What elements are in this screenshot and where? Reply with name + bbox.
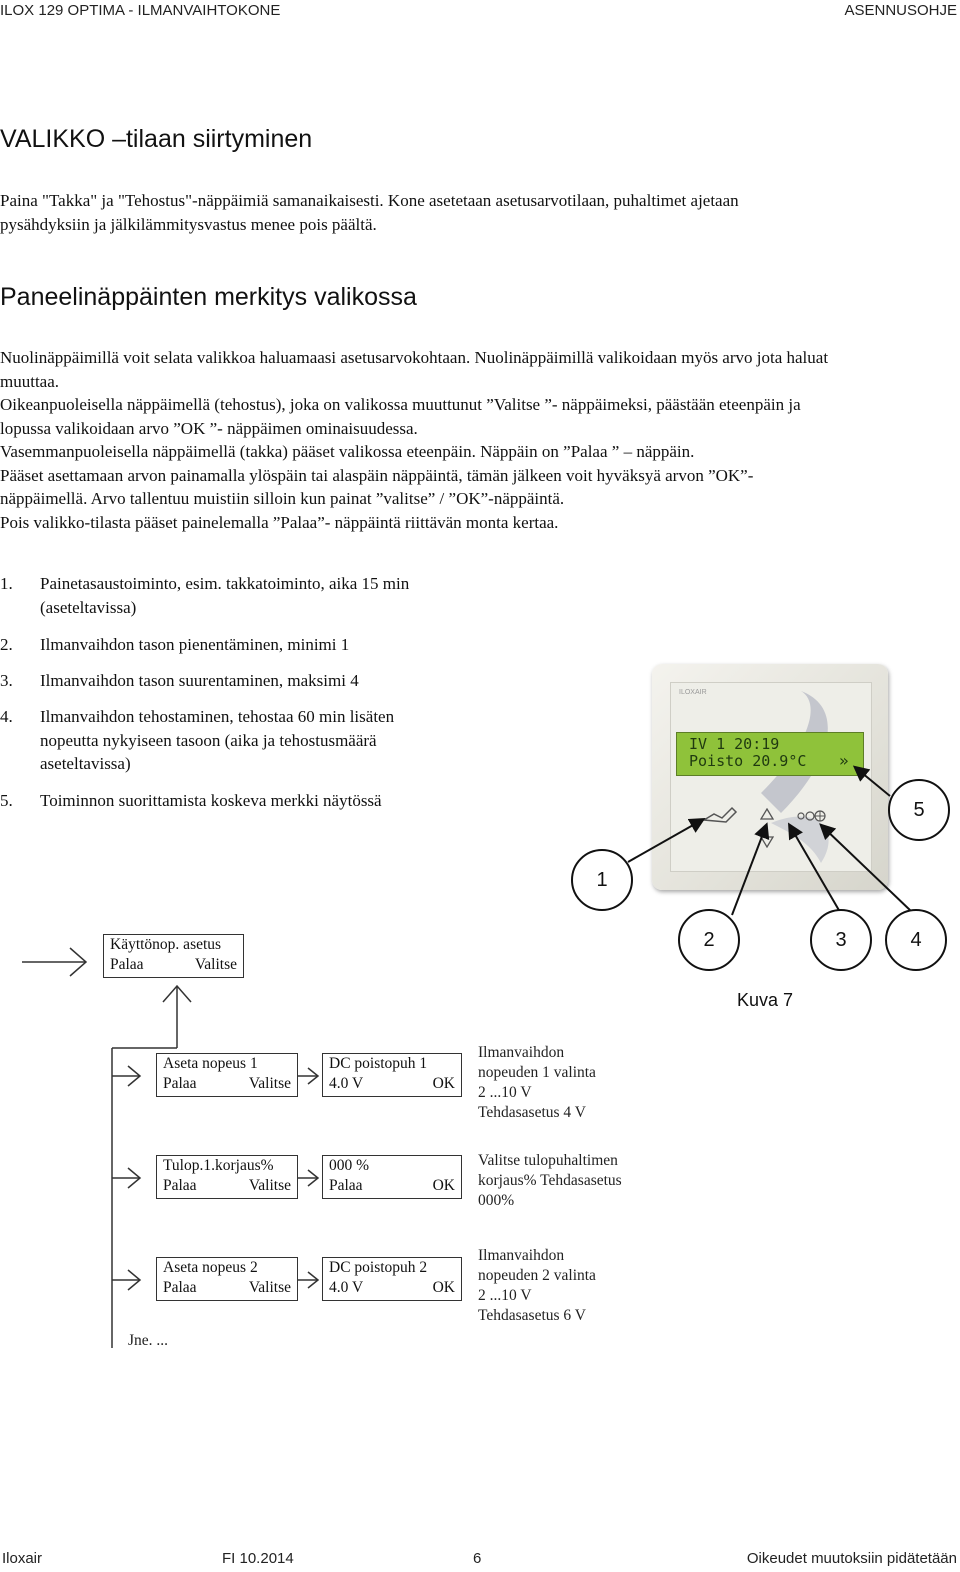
legend-line: nopeutta nykyiseen tasoon (aika ja tehostusmäärä	[40, 730, 377, 750]
callout-1: 1	[571, 849, 633, 911]
menu-note-line: nopeuden 2 valinta	[478, 1267, 596, 1284]
legend-line: (aseteltavissa)	[40, 597, 137, 617]
callout-5: 5	[888, 779, 950, 841]
section-title-valikko: VALIKKO –tilaan siirtyminen	[0, 125, 313, 153]
menu-box-right-key: Valitse	[248, 1279, 291, 1296]
value-box	[322, 1257, 462, 1301]
menu-etc: Jne. ...	[128, 1332, 169, 1349]
menu-note	[478, 1043, 596, 1123]
section2-line: Pois valikko-tilasta pääset painelemalla ”Palaa”- näppäintä riittävän monta kertaa.	[0, 512, 559, 532]
menu-box	[156, 1053, 298, 1097]
value-box	[322, 1155, 462, 1199]
footer-date: FI 10.2014	[222, 1550, 294, 1567]
menu-box	[156, 1155, 298, 1199]
legend-number: 5.	[0, 791, 13, 810]
callout-3: 3	[810, 909, 872, 971]
menu-note-line: Ilmanvaihdon	[478, 1247, 565, 1264]
callout-line-2	[732, 826, 766, 915]
callout-line-4	[822, 826, 912, 912]
callout-2: 2	[678, 909, 740, 971]
value-box-right: OK	[432, 1075, 455, 1092]
menu-box-left-key: Palaa	[163, 1279, 197, 1296]
section2-line: Vasemmanpuoleisella näppäimellä (takka) pääset valikossa eteenpäin. Näppäin on ”Palaa ” – näppäin.	[0, 442, 695, 461]
menu-note	[478, 1246, 596, 1326]
legend-number: 2.	[0, 635, 13, 654]
menu-box-main	[103, 934, 244, 978]
section2-line: lopussa valikoidaan arvo ”OK ”- näppäimen ominaisuudessa.	[0, 418, 418, 438]
menu-box-left-key: Palaa	[163, 1075, 197, 1092]
menu-note-line: Tehdasasetus 4 V	[478, 1104, 586, 1121]
section2-line: näppäimellä. Arvo tallentuu muistiin silloin kun painat ”valitse” / ”OK”-näppäintä.	[0, 489, 565, 508]
panel-brand-label: ILOXAIR	[679, 689, 707, 696]
callout-line-3	[790, 826, 840, 912]
section2-line: Oikeanpuoleisella näppäimellä (tehostus), joka on valikossa muuttunut ”Valitse ”- näppäimeksi, päästään eteenpäin ja	[0, 395, 801, 414]
section2-line: Pääset asettamaan arvon painamalla ylöspäin tai alaspäin näppäintä, tämän jälkeen voit hyväksyä arvon ”OK”-	[0, 465, 754, 485]
value-box-title: DC poistopuh 1	[329, 1055, 428, 1072]
legend-number: 4.	[0, 707, 13, 726]
menu-note-line: 2 ...10 V	[478, 1287, 532, 1304]
menu-box-left-key: Palaa	[163, 1177, 197, 1194]
callout-line-5	[856, 768, 890, 796]
header-title: ILOX 129 OPTIMA - ILMANVAIHTOKONE	[0, 2, 281, 19]
section1-line: Paina "Takka" ja "Tehostus"-näppäimiä samanaikaisesti. Kone asetetaan asetusarvotilaan, puhaltimet ajetaan	[0, 191, 739, 210]
value-box-left: Palaa	[329, 1177, 363, 1194]
footer-company: Iloxair	[2, 1550, 43, 1567]
value-box-title: DC poistopuh 2	[329, 1259, 428, 1276]
legend-line: aseteltavissa)	[40, 754, 131, 773]
menu-box-left-key: Palaa	[110, 956, 144, 973]
value-box	[322, 1053, 462, 1097]
legend-line: Painetasaustoiminto, esim. takkatoiminto, aika 15 min	[40, 574, 410, 593]
lcd-line-1: IV 1 20:19	[689, 735, 780, 753]
section-title-paneelinappaimet: Paneelinäppäinten merkitys valikossa	[0, 283, 417, 311]
menu-box	[156, 1257, 298, 1301]
menu-box-title: Aseta nopeus 1	[163, 1055, 258, 1072]
section1-line: pysähdyksiin ja jälkilämmitysvastus menee pois päältä.	[0, 214, 377, 234]
legend-line: Ilmanvaihdon tason suurentaminen, maksimi 4	[40, 671, 359, 690]
menu-note-line: nopeuden 1 valinta	[478, 1064, 596, 1081]
value-box-right: OK	[432, 1279, 455, 1296]
footer-rights: Oikeudet muutoksiin pidätetään	[746, 1550, 957, 1567]
menu-box-right-key: Valitse	[248, 1177, 291, 1194]
legend-line: Ilmanvaihdon tason pienentäminen, minimi 1	[40, 635, 350, 654]
footer-page-number: 6	[473, 1550, 482, 1567]
value-box-title: 000 %	[329, 1157, 370, 1174]
value-box-right: OK	[432, 1177, 455, 1194]
menu-note-line: Ilmanvaihdon	[478, 1044, 565, 1061]
value-box-left: 4.0 V	[329, 1279, 364, 1296]
section2-line: Nuolinäppäimillä voit selata valikkoa haluamaasi asetusarvokohtaan. Nuolinäppäimillä valikoidaan myös arvo jota haluat	[0, 348, 829, 367]
menu-note-line: 2 ...10 V	[478, 1084, 532, 1101]
callout-line-1	[628, 820, 702, 862]
menu-box-right-key: Valitse	[194, 956, 237, 973]
lcd-indicator-icon: »	[839, 751, 849, 770]
legend-line: Ilmanvaihdon tehostaminen, tehostaa 60 min lisäten	[40, 707, 395, 726]
menu-box-title: Aseta nopeus 2	[163, 1259, 258, 1276]
menu-note-line: Tehdasasetus 6 V	[478, 1307, 586, 1324]
header-doc-type: ASENNUSOHJE	[844, 2, 957, 19]
lcd-line-2: Poisto 20.9°C	[689, 752, 807, 770]
menu-note	[478, 1151, 622, 1211]
menu-note-line: korjaus% Tehdasasetus	[478, 1172, 622, 1189]
menu-box-title: Käyttönop. asetus	[110, 936, 222, 953]
legend-line: Toiminnon suorittamista koskeva merkki näytössä	[40, 791, 382, 810]
legend-number: 3.	[0, 671, 13, 690]
menu-box-right-key: Valitse	[248, 1075, 291, 1092]
callout-4: 4	[885, 909, 947, 971]
legend-number: 1.	[0, 574, 13, 593]
value-box-left: 4.0 V	[329, 1075, 364, 1092]
menu-note-line: 000%	[478, 1192, 515, 1209]
section2-line: muuttaa.	[0, 371, 60, 391]
menu-note-line: Valitse tulopuhaltimen	[478, 1152, 618, 1169]
menu-box-title: Tulop.1.korjaus%	[163, 1157, 274, 1174]
figure-caption: Kuva 7	[737, 990, 794, 1010]
